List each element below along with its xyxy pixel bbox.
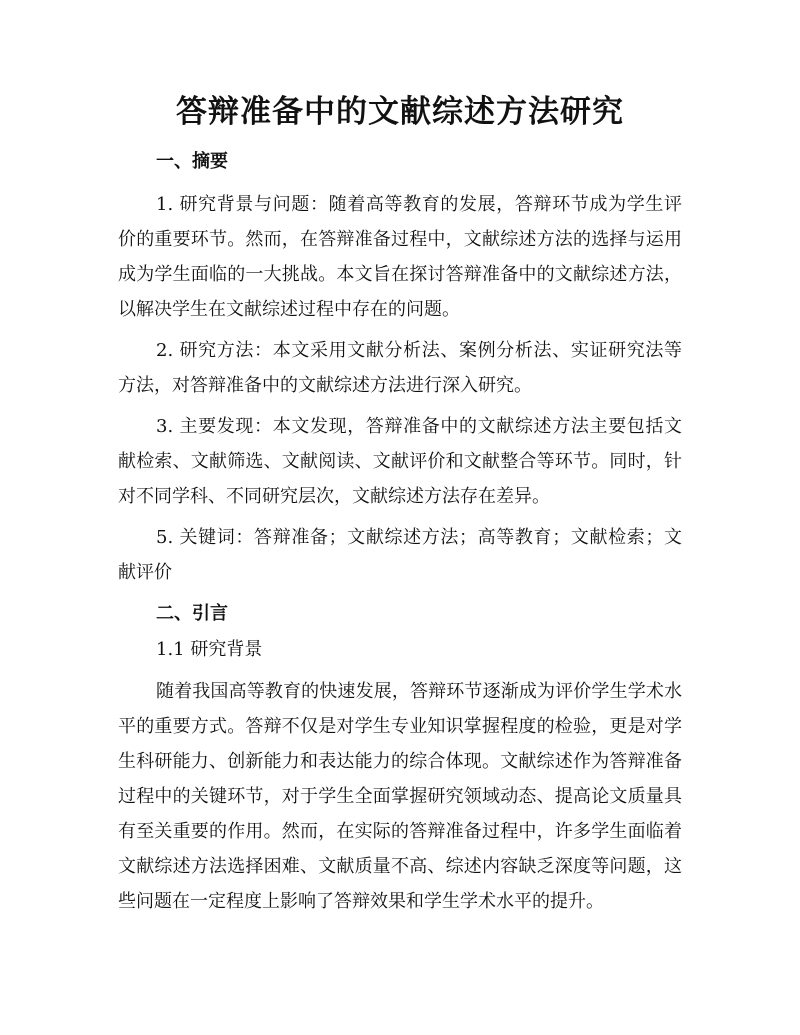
abstract-paragraph-findings: 3. 主要发现：本文发现，答辩准备中的文献综述方法主要包括文献检索、文献筛选、文献阅读、文献评价和文献整合等环节。同时，针对不同学科、不同研究层次，文献综述方法存在差异。 [118,416,682,507]
abstract-paragraph-keywords: 5. 关键词：答辩准备；文献综述方法；高等教育；文献检索；文献评价 [118,527,682,583]
document-title: 答辩准备中的文献综述方法研究 [176,94,624,130]
abstract-paragraph-methods: 2. 研究方法：本文采用文献分析法、案例分析法、实证研究法等方法，对答辩准备中的文献综述方法进行深入研究。 [118,340,682,396]
abstract-heading: 一、摘要 [156,151,228,172]
introduction-subheading: 1.1 研究背景 [156,639,263,660]
abstract-paragraph-background: 1. 研究背景与问题：随着高等教育的发展，答辩环节成为学生评价的重要环节。然而，在答辩准备过程中，文献综述方法的选择与运用成为学生面临的一大挑战。本文旨在探讨答辩准备中的文献综述方法，以解决学生在文献综述过程中存在的问题。 [118,194,682,320]
introduction-paragraph: 随着我国高等教育的快速发展，答辩环节逐渐成为评价学生学术水平的重要方式。答辩不仅是对学生专业知识掌握程度的检验，更是对学生科研能力、创新能力和表达能力的综合体现。文献综述作为答辩准备过程中的关键环节，对于学生全面掌握研究领域动态、提高论文质量具有至关重要的作用。然而，在实际的答辩准备过程中，许多学生面临着文献综述方法选择困难、文献质量不高、综述内容缺乏深度等问题，这些问题在一定程度上影响了答辩效果和学生学术水平的提升。 [118,681,682,912]
document-body [118,150,682,919]
introduction-heading: 二、引言 [156,603,228,624]
